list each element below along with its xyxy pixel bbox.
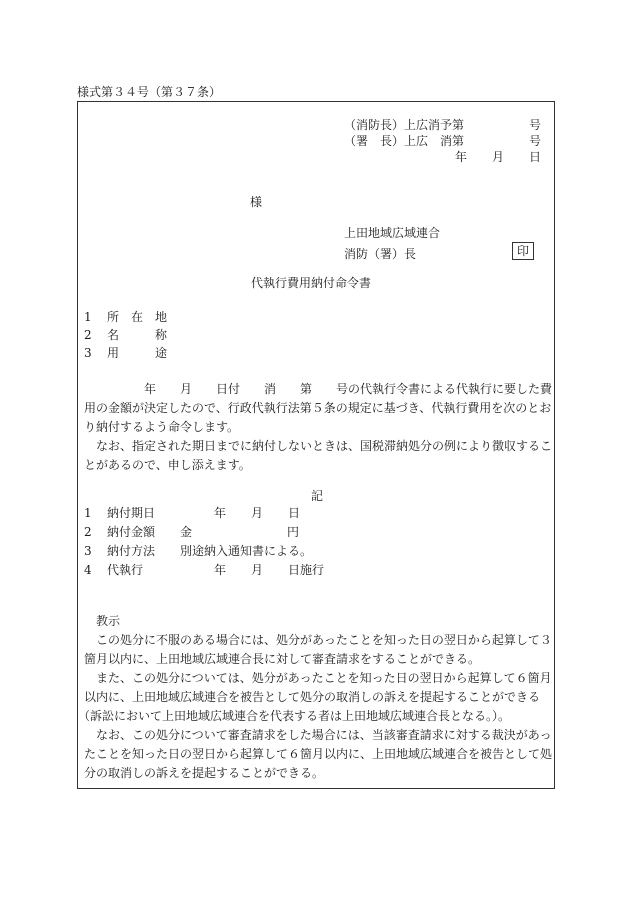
issue-date — [344, 149, 540, 165]
text-line: この処分に不服のある場合には、処分があったことを知った日の翌日から起算して３ — [96, 633, 552, 647]
detail-number: 4 — [84, 563, 92, 577]
ref-number-fire-chief — [344, 117, 540, 133]
text-line: 箇月以内に、上田地域広域連合長に対して審査請求をすることができる。 — [84, 652, 481, 667]
item-label: 用 途 — [107, 346, 168, 360]
seal-stamp-box: 印 — [512, 242, 534, 260]
ki-heading: 記 — [311, 489, 324, 503]
notice-paragraph-2 — [78, 669, 554, 727]
text-line: なお、この処分について審査請求をした場合には、当該審査請求に対する裁決があっ — [96, 728, 552, 742]
text-line: なお、指定された期日までに納付しないときは、国税滞納処分の例により徴収するこ — [96, 439, 553, 453]
body-paragraph-1 — [84, 380, 554, 438]
detail-year: 年 — [214, 563, 227, 577]
detail-method-text: 別途納入通知書による。 — [180, 544, 313, 558]
date-month: 月 — [492, 150, 505, 164]
text-line: 分の取消しの訴えを提起することができる。 — [84, 766, 325, 781]
notice-paragraph-3 — [84, 726, 554, 784]
item-label: 名 称 — [107, 328, 168, 342]
detail-number: 1 — [84, 506, 92, 520]
ref-label: （署 長）上広 消第 — [344, 134, 465, 148]
body-paragraph-2 — [84, 437, 554, 475]
date-year: 年 — [455, 150, 468, 164]
date-day: 日 — [529, 150, 542, 164]
detail-month: 月 — [251, 563, 264, 577]
issuer-org: 上田地域広域連合 — [344, 226, 441, 240]
text-line: （訴訟において上田地域広域連合を代表する者は上田地域広域連合長となる。）。 — [78, 709, 511, 724]
item-number: 2 — [84, 328, 92, 342]
text-line: たことを知った日の翌日から起算して６箇月以内に、上田地域広域連合を被告として処 — [84, 747, 553, 762]
detail-label: 納付方法 — [107, 544, 156, 558]
ref-number-station-chief — [344, 133, 540, 149]
text-line: また、この処分については、処分があったことを知った日の翌日から起算して６箇月 — [96, 671, 552, 685]
ref-suffix: 号 — [529, 118, 542, 132]
text-line: とがあるので、申し添えます。 — [84, 458, 251, 473]
detail-yen: 円 — [287, 525, 300, 539]
detail-number: 3 — [84, 544, 92, 558]
detail-label: 納付金額 — [107, 525, 156, 539]
detail-day: 日 — [288, 506, 301, 520]
detail-money-prefix: 金 — [180, 525, 193, 539]
text-line: 以内に、上田地域広域連合を被告として処分の取消しの訴えを提起することができる — [84, 690, 541, 705]
item-label: 所 在 地 — [107, 310, 168, 324]
document-title: 代執行費用納付命令書 — [251, 276, 372, 290]
text-line: 年 月 日付 消 第 号の代執行令書による代執行に要した費 — [144, 382, 553, 396]
text-line: 用の金額が決定したので、行政代執行法第５条の規定に基づき、代執行費用を次のとお — [84, 401, 552, 416]
item-number: 3 — [84, 346, 92, 360]
issuer-title: 消防（署）長 — [344, 247, 417, 261]
notice-title: 教示 — [96, 614, 121, 628]
notice-paragraph-1 — [84, 631, 554, 669]
ref-label: （消防長）上広消予第 — [344, 118, 465, 132]
detail-label: 納付期日 — [107, 506, 156, 520]
addressee-suffix: 様 — [250, 195, 263, 209]
form-number-label: 様式第３４号（第３７条） — [77, 85, 222, 99]
detail-number: 2 — [84, 525, 92, 539]
detail-month: 月 — [251, 506, 264, 520]
ref-suffix: 号 — [529, 134, 542, 148]
text-line: り納付するよう命令します。 — [84, 420, 240, 435]
detail-label: 代執行 — [107, 563, 144, 577]
detail-year: 年 — [214, 506, 227, 520]
item-number: 1 — [84, 310, 92, 324]
detail-day-enforced: 日施行 — [288, 563, 325, 577]
